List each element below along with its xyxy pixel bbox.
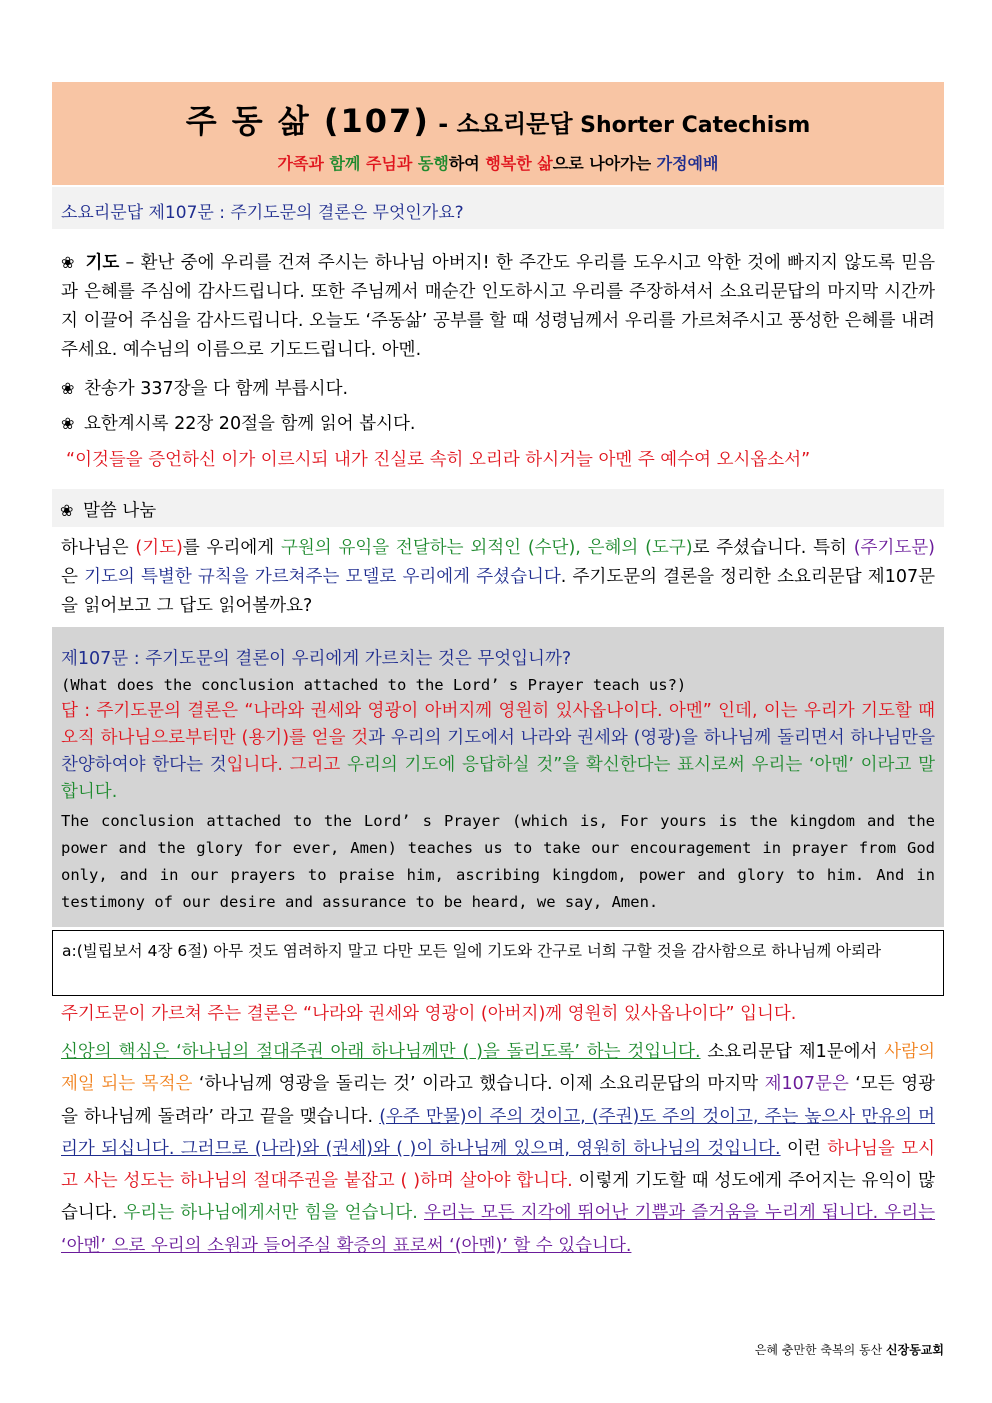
summary-line: 주기도문이 가르쳐 주는 결론은 “나라와 권세와 영광이 (아버지)께 영원히 있사옵나이다” 입니다. <box>61 1004 797 1024</box>
verse-text: a:(빌립보서 4장 6절) 아무 것도 염려하지 말고 다만 모든 일에 기도와 간구로 너희 구할 것을 감사함으로 하나님께 아뢰라 <box>62 942 882 960</box>
header-banner <box>52 82 944 185</box>
sharing-text: (기도) <box>135 538 183 558</box>
sharing-text: (주기도문) <box>853 538 935 558</box>
sharing-text: 하나님은 <box>61 538 136 558</box>
page-title <box>52 96 944 142</box>
sharing-text: 구원의 유익을 전달하는 외적인 (수단), 은혜의 (도구) <box>280 538 693 558</box>
question-band-text: 소요리문답 제107문 : 주기도문의 결론은 무엇인가요? <box>61 203 464 223</box>
qa-answer-text: 답 : 주기도문의 결론은 “나라와 권세와 영광이 아버지께 영원히 있사옵나이다. 아멘” 인데, 이는 우리가 기도할 때 오직 하나님으로부터만 (용기)를 얻을 것 <box>61 701 935 748</box>
title-sub: 소요리문답 <box>456 110 573 138</box>
reading-text: 요한계시록 22장 20절을 함께 읽어 봅시다. <box>83 414 416 434</box>
footer-text: 은혜 충만한 축복의 동산 <box>754 1343 887 1357</box>
closing-text: 이런 <box>780 1138 828 1159</box>
reading-line <box>61 410 415 435</box>
sharing-text: 로 주셨습니다. 특히 <box>692 538 854 558</box>
subtitle-word: 삶 <box>537 154 553 173</box>
closing-text: ‘모든 영광을 하나님께 돌려라’ 라고 끝을 맺습니다. <box>61 1074 936 1127</box>
qa-answer-text: 과 우리의 기도에서 나라와 권세와 (영광)을 하나님께 돌리면서 하나님만을 찬양하여야 한다는 것 <box>61 728 935 775</box>
subtitle-word: 함께 <box>329 154 361 173</box>
flower-bullet-icon: ❀ <box>60 501 74 520</box>
title-main: 주 동 삶 (107) <box>185 102 430 140</box>
closing-text: 하나님을 모시고 사는 성도는 하나님의 절대주권을 붙잡고 ( )하며 살아야 합니다. <box>61 1138 936 1192</box>
qa-answer-text: 우리의 기도에 응답하실 것”을 확신한다는 표시로써 우리는 ‘아멘’ 이라고 말합니다. <box>61 755 935 802</box>
subtitle-word: 으로 나아가는 <box>552 154 657 173</box>
prayer-text: – 환난 중에 우리를 건져 주시는 하나님 아버지! 한 주간도 우리를 도우시고 악한 것에 빠지지 않도록 믿음과 은혜를 주심에 감사드립니다. 또한 주님께서 매순간 인도하시고 우리를 주장하셔서 소요리문답의 마지막 시간까지 이끌어 주심을 감사드립니다. 오늘도 ‘주동삶’ 공부를 할 때 성령님께서 우리를 가르쳐주시고 풍성한 은혜를 내려주세요. 예수님의 이름으로 기도드립니다. 아멘. <box>61 253 936 360</box>
verse-box <box>52 930 944 996</box>
closing-paragraph <box>61 1036 935 1262</box>
sharing-text: 기도의 특별한 규칙을 가르쳐주는 모델로 우리에게 주셨습니다 <box>84 567 561 587</box>
hymn-line <box>61 375 348 400</box>
sharing-title: 말씀 나눔 <box>82 501 157 521</box>
subtitle-word: 동행 <box>417 154 449 173</box>
qa-answer <box>61 698 935 806</box>
subtitle-word: 행복한 <box>485 154 532 173</box>
closing-text: 우리는 하나님에게서만 힘을 얻습니다. <box>123 1203 418 1224</box>
subtitle-word: 가정예배 <box>656 154 719 173</box>
flower-bullet-icon: ❀ <box>61 414 75 433</box>
qa-content <box>61 645 935 916</box>
qa-box <box>52 627 944 927</box>
sharing-text: 은 <box>61 567 85 587</box>
subtitle-word: 하여 <box>448 154 486 173</box>
sharing-text: 를 우리에게 <box>182 538 281 558</box>
closing-text: 제107문은 <box>764 1074 849 1095</box>
prayer-label: 기도 <box>85 253 120 273</box>
closing-text: (우주 만물)이 주의 것이고, (주권)도 주의 것이고, 주는 높으사 만유의 머리가 되십니다. 그러므로 (나라)와 (권세)와 ( )이 하나님께 있으며, 영원히 하나님의 것입니다. <box>61 1106 936 1159</box>
qa-answer-english: The conclusion attached to the Lord’ s Prayer (which is, For yours is the kingdom and the power and the glory for ever, Amen) teaches us to take our encouragement in prayer from God only, and in our prayers to praise him, ascribing kingdom, power and glory to him. And in testimony of our desire and assurance to be heard, we say, Amen. <box>61 812 935 911</box>
closing-text: 사람의 제일 되는 목적은 <box>61 1042 935 1095</box>
footer <box>755 1341 944 1358</box>
flower-bullet-icon: ❀ <box>61 253 76 272</box>
title-dash: - <box>429 110 457 138</box>
subtitle-word: 주님과 <box>365 154 413 173</box>
closing-text: 신앙의 핵심은 ‘하나님의 절대주권 아래 하나님께만 ( )을 돌리도록’ 하는 것입니다. <box>61 1042 701 1062</box>
closing-text: 소요리문답 제1문에서 <box>700 1042 885 1062</box>
qa-question: 제107문 : 주기도문의 결론이 우리에게 가르치는 것은 무엇입니까? <box>61 649 572 669</box>
sharing-text: . 주기도문의 결론을 정리한 소요리문답 제107문을 읽어보고 그 답도 읽어볼까요? <box>61 567 936 616</box>
question-band <box>52 187 944 229</box>
sharing-band <box>52 489 944 527</box>
scripture-quote: “이것들을 증언하신 이가 이르시되 내가 진실로 속히 오리라 하시거늘 아멘 주 예수여 오시옵소서” <box>66 450 811 470</box>
closing-text: ‘하나님께 영광을 돌리는 것’ 이라고 했습니다. 이제 소요리문답의 마지막 <box>192 1074 765 1095</box>
qa-answer-text: 입니다. 그리고 <box>226 755 348 775</box>
flower-bullet-icon: ❀ <box>61 379 75 398</box>
closing-text: 우리는 모든 지각에 뛰어난 기쁨과 즐거움을 누리게 됩니다. 우리는 ‘아멘’ 으로 우리의 소원과 들어주실 확증의 표로써 ‘(아멘)’ 할 수 있습니다. <box>61 1203 936 1256</box>
subtitle-word: 가족과 <box>277 154 324 173</box>
qa-question-english: (What does the conclusion attached to the Lord’ s Prayer teach us?) <box>61 676 687 694</box>
sharing-title-wrap <box>60 497 156 522</box>
church-name: 신장동교회 <box>886 1343 944 1357</box>
sharing-paragraph <box>61 534 935 621</box>
hymn-text: 찬송가 337장을 다 함께 부릅시다. <box>83 379 349 399</box>
title-english: Shorter Catechism <box>572 113 811 138</box>
prayer-paragraph <box>61 248 935 365</box>
page-subtitle <box>52 151 944 174</box>
closing-text: 이렇게 기도할 때 성도에게 주어지는 유익이 많습니다. <box>61 1171 935 1224</box>
